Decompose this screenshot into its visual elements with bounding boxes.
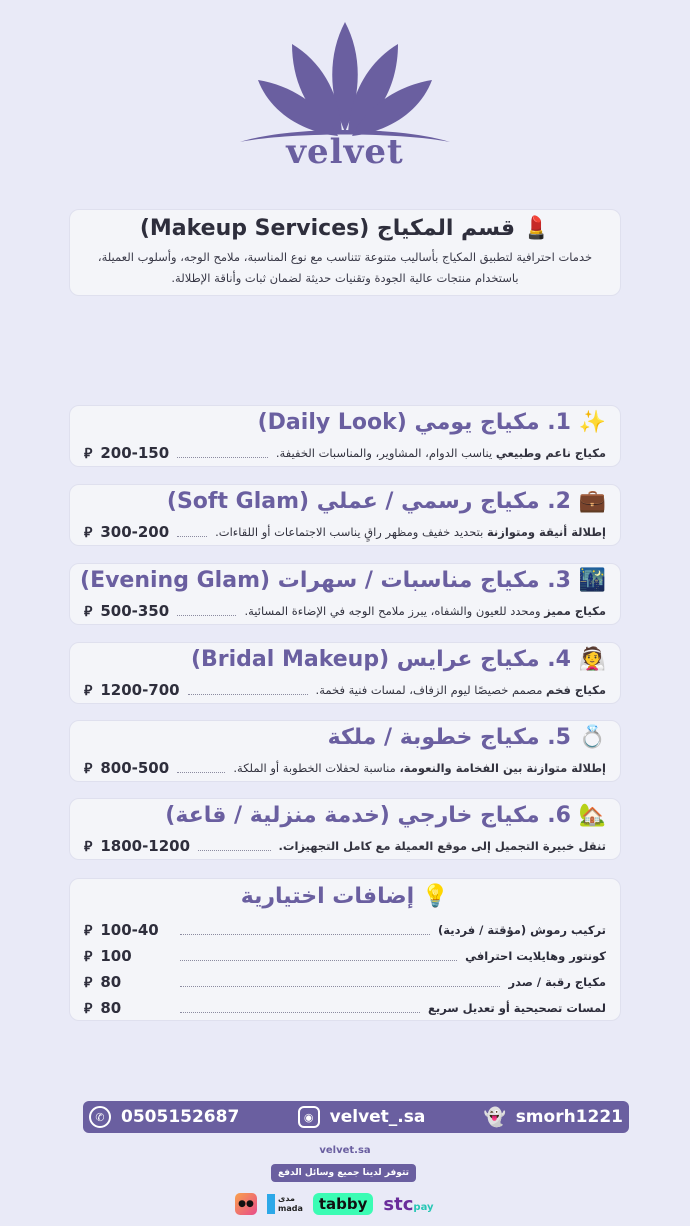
riyal-icon: ⃁ xyxy=(84,1001,93,1017)
service-detail xyxy=(84,598,606,624)
riyal-icon: ⃁ xyxy=(84,446,93,462)
service-desc-text: مصمم خصيصًا ليوم الزفاف، لمسات فنية فخمة. xyxy=(315,683,547,697)
service-title xyxy=(84,408,606,438)
service-highlight: إطلالة أنيقة ومتوازنة xyxy=(486,525,606,539)
addon-label: مكياج رقبة / صدر xyxy=(508,975,606,989)
riyal-icon: ⃁ xyxy=(84,525,93,541)
stc-pay-text: pay xyxy=(413,1201,434,1213)
lipstick-icon: 💄 xyxy=(522,216,551,241)
service-icon: 🌃 xyxy=(578,568,606,593)
leader-dots xyxy=(180,977,500,987)
service-desc-text: يناسب الدوام، المشاوير، والمناسبات الخفيفة. xyxy=(275,446,496,460)
service-icon: 🏡 xyxy=(578,803,606,828)
service-price xyxy=(84,837,190,855)
leader-dots xyxy=(180,951,457,961)
service-title-text: مكياج مناسبات / سهرات (Evening Glam) xyxy=(80,568,540,593)
snapchat-icon: 👻 xyxy=(483,1106,506,1128)
service-price-value: 800-500 xyxy=(100,759,170,777)
service-description xyxy=(244,604,606,618)
addon-label: تركيب رموش (مؤقتة / فردية) xyxy=(438,923,606,937)
instagram-icon: ◉ xyxy=(298,1106,320,1128)
service-price xyxy=(84,681,180,699)
leader-dots xyxy=(188,685,308,695)
addon-label: لمسات تصحيحية أو تعديل سريع xyxy=(428,1001,606,1015)
intro-description xyxy=(84,247,606,289)
service-price-value: 300-200 xyxy=(100,523,170,541)
service-price xyxy=(84,759,169,777)
intro-desc-line-2: باستخدام منتجات عالية الجودة وتقنيات حديثة لضمان ثبات وأناقة الإطلالة. xyxy=(171,271,519,285)
service-number: 1. xyxy=(547,410,571,435)
service-price xyxy=(84,602,169,620)
service-price-value: 1200-700 xyxy=(100,681,180,699)
service-card xyxy=(69,563,621,625)
service-title xyxy=(84,723,606,753)
service-detail xyxy=(84,677,606,703)
addon-price-value: 100 xyxy=(100,947,132,965)
service-title xyxy=(84,801,606,831)
service-icon: 👰 xyxy=(578,647,606,672)
service-description xyxy=(276,446,606,460)
addon-item xyxy=(84,995,606,1021)
service-title-text: مكياج عرايس (Bridal Makeup) xyxy=(190,647,540,672)
whatsapp-icon: ✆ xyxy=(89,1106,111,1128)
leader-dots xyxy=(180,1003,420,1013)
service-title xyxy=(80,566,606,596)
service-highlight: مكياج فخم xyxy=(546,683,606,697)
addon-price xyxy=(84,947,172,965)
addons-title-text: إضافات اختيارية xyxy=(240,884,415,909)
addons-card xyxy=(69,878,621,1021)
service-desc-text: مناسبة لحفلات الخطوبة أو الملكة. xyxy=(233,761,400,775)
service-desc-text: ومحدد للعيون والشفاه، يبرز ملامح الوجه في الإضاءة المسائية. xyxy=(244,604,545,618)
instagram-handle: velvet_.sa xyxy=(329,1107,426,1127)
service-description xyxy=(233,761,606,775)
service-number: 5. xyxy=(547,725,571,750)
snapchat-handle: smorh1221 xyxy=(515,1107,623,1127)
addon-price-value: 80 xyxy=(100,973,122,991)
mada-en-text: mada xyxy=(278,1204,303,1213)
website-link[interactable]: velvet.sa xyxy=(319,1145,371,1156)
service-title-text: مكياج رسمي / عملي (Soft Glam) xyxy=(166,489,540,514)
instagram-contact[interactable] xyxy=(298,1106,426,1128)
service-card xyxy=(69,798,621,860)
whatsapp-number: 0505152687 xyxy=(121,1107,240,1127)
riyal-icon: ⃁ xyxy=(84,761,93,777)
addon-price xyxy=(84,921,172,939)
lightbulb-icon: 💡 xyxy=(421,884,450,909)
stc-text: stc xyxy=(383,1193,414,1215)
addon-item xyxy=(84,917,606,943)
service-title-text: مكياج يومي (Daily Look) xyxy=(257,410,540,435)
service-highlight: مكياج مميز xyxy=(544,604,606,618)
whatsapp-contact[interactable] xyxy=(89,1106,239,1128)
contact-bar xyxy=(83,1101,629,1133)
service-price-value: 200-150 xyxy=(100,444,170,462)
addon-price xyxy=(84,973,172,991)
service-icon: 💼 xyxy=(578,489,606,514)
addons-title xyxy=(84,881,606,913)
service-title-text: مكياج خطوبة / ملكة xyxy=(327,725,540,750)
service-desc-text: بتحديد خفيف ومظهر راقٍ يناسب الاجتماعات أو اللقاءات. xyxy=(215,525,487,539)
payment-app-icon: ●● xyxy=(235,1193,257,1215)
addon-price-value: 100-40 xyxy=(100,921,159,939)
leader-dots xyxy=(180,925,430,935)
service-icon: ✨ xyxy=(578,410,606,435)
mada-logo xyxy=(267,1194,303,1214)
addon-label: كونتور وهايلايت احترافي xyxy=(465,949,606,963)
service-title xyxy=(84,487,606,517)
service-highlight: مكياج ناعم وطبيعي xyxy=(495,446,606,460)
service-card xyxy=(69,642,621,704)
leader-dots xyxy=(198,841,270,851)
service-number: 4. xyxy=(547,647,571,672)
intro-card xyxy=(69,209,621,296)
riyal-icon: ⃁ xyxy=(84,949,93,965)
service-price xyxy=(84,523,169,541)
brand-name: velvet xyxy=(286,132,404,172)
service-price-value: 500-350 xyxy=(100,602,170,620)
addon-item xyxy=(84,969,606,995)
service-price-value: 1800-1200 xyxy=(100,837,191,855)
leader-dots xyxy=(177,763,225,773)
service-detail xyxy=(84,519,606,545)
service-detail xyxy=(84,440,606,466)
service-number: 6. xyxy=(547,803,571,828)
snapchat-contact[interactable] xyxy=(484,1106,623,1128)
riyal-icon: ⃁ xyxy=(84,839,93,855)
leader-dots xyxy=(177,606,236,616)
service-highlight: إطلالة متوازنة بين الفخامة والنعومة، xyxy=(399,761,606,775)
service-description xyxy=(316,683,606,697)
service-card xyxy=(69,720,621,782)
leader-dots xyxy=(177,527,207,537)
service-title xyxy=(84,645,606,675)
riyal-icon: ⃁ xyxy=(84,604,93,620)
payment-note: تتوفر لدينا جميع وسائل الدفع xyxy=(271,1164,416,1182)
service-number: 3. xyxy=(547,568,571,593)
stc-pay-logo xyxy=(383,1194,433,1215)
addon-price-value: 80 xyxy=(100,999,122,1017)
intro-desc-line-1: خدمات احترافية لتطبيق المكياج بأساليب متنوعة تتناسب مع نوع المناسبة، ملامح الوجه، وأسلوب العميلة، xyxy=(97,250,593,264)
intro-title-text: قسم المكياج (Makeup Services) xyxy=(139,216,516,241)
payment-logos xyxy=(235,1190,455,1218)
velvet-logo xyxy=(230,14,460,184)
riyal-icon: ⃁ xyxy=(84,923,93,939)
service-number: 2. xyxy=(547,489,571,514)
addon-item xyxy=(84,943,606,969)
service-detail xyxy=(84,755,606,781)
service-title-text: مكياج خارجي (خدمة منزلية / قاعة) xyxy=(165,803,540,828)
service-card xyxy=(69,405,621,467)
addons-list xyxy=(84,917,606,1021)
service-price xyxy=(84,444,169,462)
service-detail xyxy=(84,833,606,859)
service-description xyxy=(215,525,606,539)
service-card xyxy=(69,484,621,546)
tabby-logo: tabby xyxy=(313,1193,374,1215)
mada-ar-text: مدى xyxy=(278,1194,295,1203)
intro-title xyxy=(84,214,606,244)
service-highlight: تنقل خبيرة التجميل إلى موقع العميلة مع كامل التجهيزات. xyxy=(278,839,606,853)
riyal-icon: ⃁ xyxy=(84,975,93,991)
riyal-icon: ⃁ xyxy=(84,683,93,699)
addon-price xyxy=(84,999,172,1017)
service-icon: 💍 xyxy=(578,725,606,750)
leader-dots xyxy=(177,448,268,458)
service-description xyxy=(279,839,606,853)
